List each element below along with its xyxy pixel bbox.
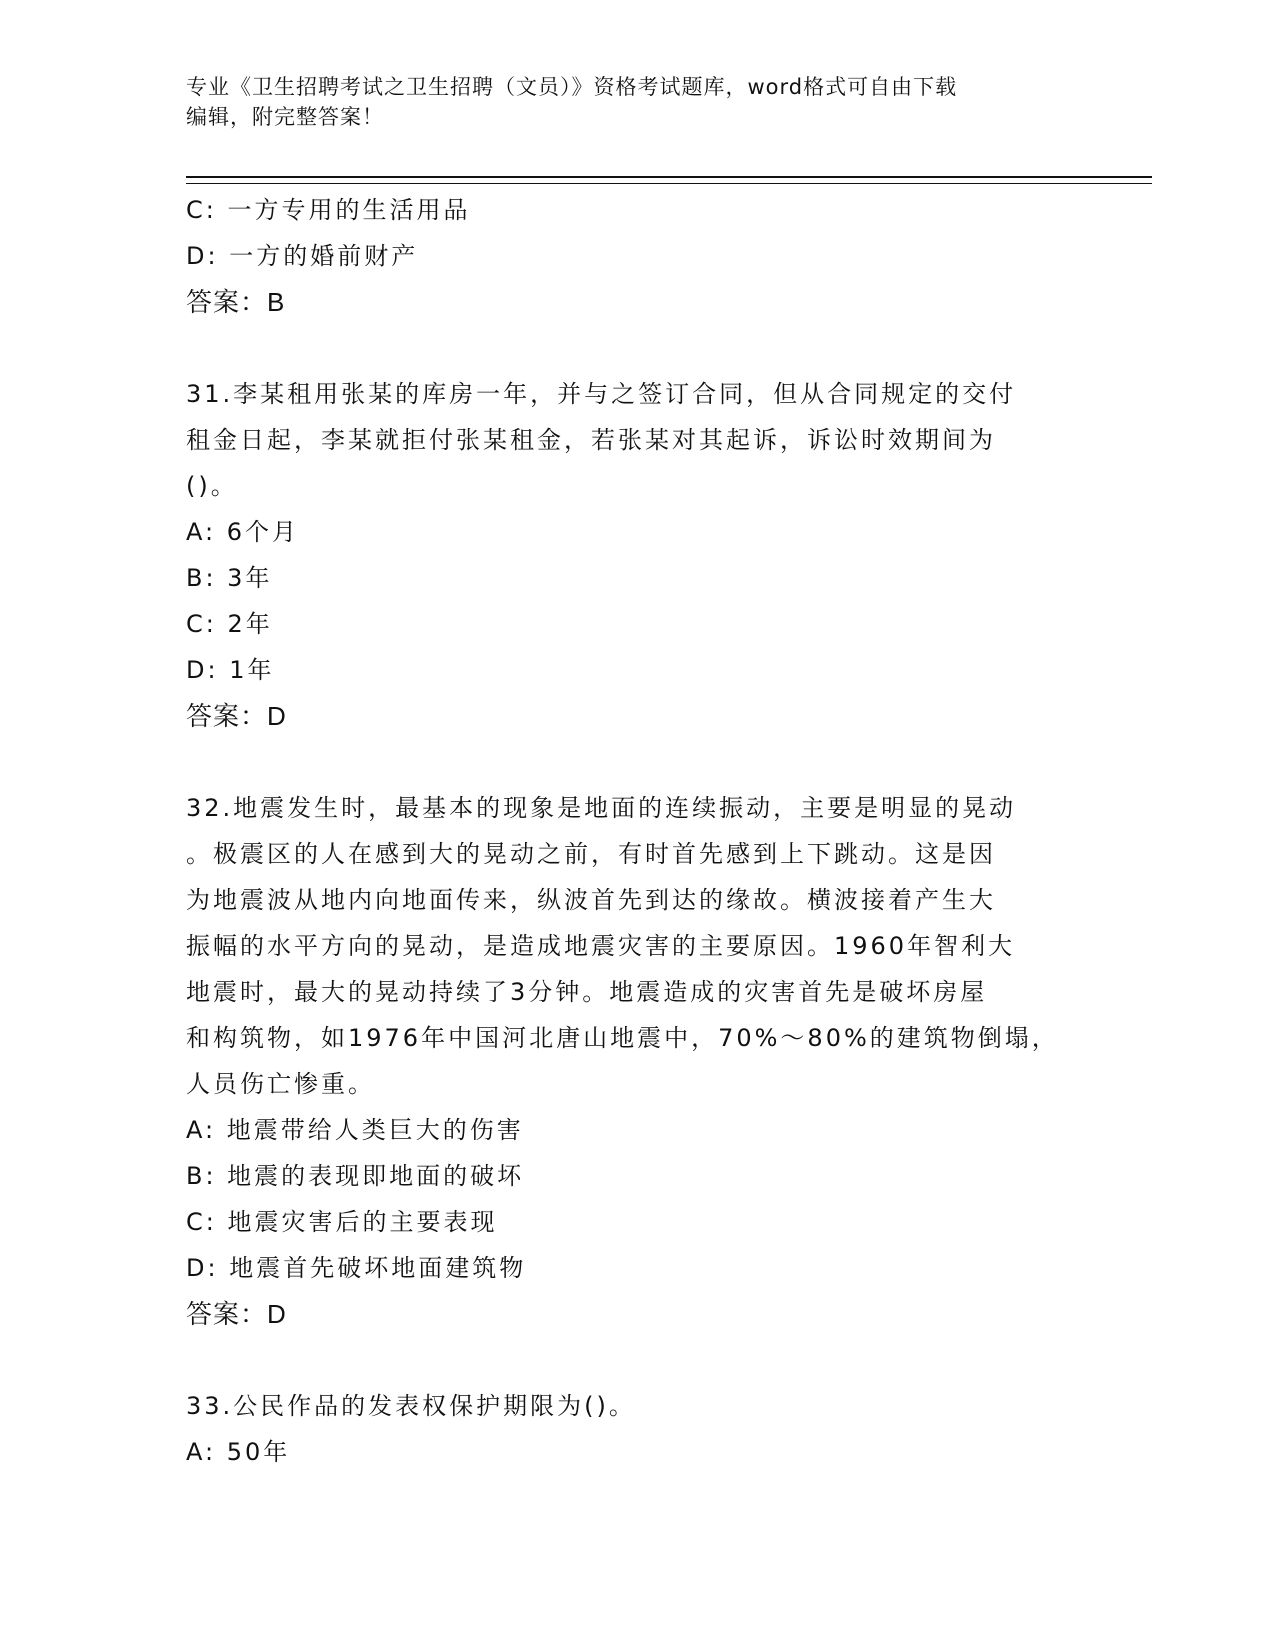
header-line-1: 专业《卫生招聘考试之卫生招聘（文员）》资格考试题库，word格式可自由下载 [186, 75, 958, 99]
question-text-line: 32.地震发生时，最基本的现象是地面的连续振动，主要是明显的晃动 [186, 794, 1017, 822]
question-text-line: 人员伤亡惨重。 [186, 1070, 375, 1098]
question-text-line: 租金日起，李某就拒付张某租金，若张某对其起诉，诉讼时效期间为 [186, 426, 996, 454]
question-text-line: 为地震波从地内向地面传来，纵波首先到达的缘故。横波接着产生大 [186, 886, 996, 914]
page-header [186, 72, 1066, 132]
option-a: A: 50年 [186, 1438, 291, 1466]
answer-line: 答案：D [186, 1299, 287, 1329]
question-text-line: 地震时，最大的晃动持续了3分钟。地震造成的灾害首先是破坏房屋 [186, 978, 988, 1006]
option-d: D: 地震首先破坏地面建筑物 [186, 1254, 527, 1282]
header-line-2: 编辑，附完整答案！ [186, 105, 384, 129]
question-text-line: ()。 [186, 472, 238, 500]
question-32 [186, 785, 1086, 1337]
spacer [186, 325, 1086, 371]
question-33 [186, 1383, 1086, 1475]
question-text-line: 31.李某租用张某的库房一年，并与之签订合同，但从合同规定的交付 [186, 380, 1017, 408]
option-d: D: 1年 [186, 656, 275, 684]
spacer [186, 739, 1086, 785]
question-text-line: 。极震区的人在感到大的晃动之前，有时首先感到上下跳动。这是因 [186, 840, 996, 868]
option-c: C: 地震灾害后的主要表现 [186, 1208, 498, 1236]
header-divider [186, 176, 1152, 184]
question-text-line: 和构筑物，如1976年中国河北唐山地震中，70%～80%的建筑物倒塌， [186, 1024, 1059, 1052]
question-30-tail [186, 187, 1086, 325]
answer-line: 答案：D [186, 701, 287, 731]
question-text-line: 振幅的水平方向的晃动，是造成地震灾害的主要原因。1960年智利大 [186, 932, 1016, 960]
option-b: B: 3年 [186, 564, 273, 592]
document-body [186, 187, 1086, 1475]
option-c: C: 2年 [186, 610, 273, 638]
question-31 [186, 371, 1086, 739]
option-d: D: 一方的婚前财产 [186, 242, 419, 270]
question-text-line: 33.公民作品的发表权保护期限为()。 [186, 1392, 636, 1420]
option-a: A: 地震带给人类巨大的伤害 [186, 1116, 524, 1144]
spacer [186, 1337, 1086, 1383]
option-a: A: 6个月 [186, 518, 299, 546]
answer-line: 答案：B [186, 287, 286, 317]
option-b: B: 地震的表现即地面的破坏 [186, 1162, 525, 1190]
option-c: C: 一方专用的生活用品 [186, 196, 471, 224]
